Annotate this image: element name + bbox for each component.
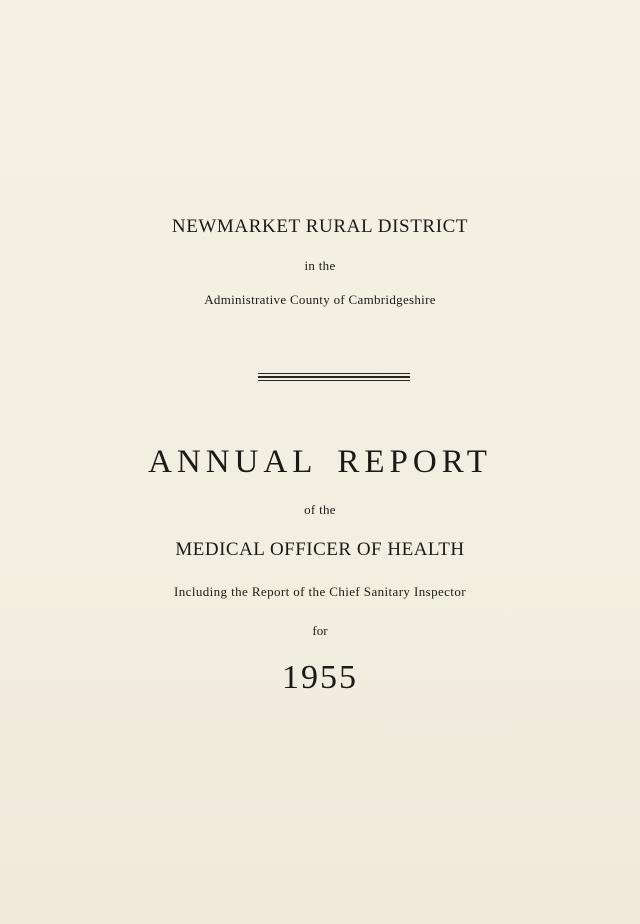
- officer-title: MEDICAL OFFICER OF HEALTH: [175, 539, 465, 560]
- rule-line-bottom: [258, 380, 410, 381]
- district-name: NEWMARKET RURAL DISTRICT: [171, 216, 469, 237]
- in-the-text: in the: [304, 258, 336, 273]
- including-note: Including the Report of the Chief Sanitary Inspector: [174, 584, 466, 599]
- for-text: for: [312, 623, 328, 638]
- report-title-word-annual: ANNUAL: [148, 444, 318, 480]
- report-year: 1955: [282, 659, 358, 696]
- rule-line-middle: [258, 376, 410, 378]
- report-title: [0, 444, 640, 481]
- of-the-text: of the: [304, 502, 336, 517]
- report-title-word-report: REPORT: [337, 444, 492, 480]
- decorative-double-rule: [258, 373, 410, 383]
- rule-line-top: [258, 373, 410, 374]
- county-name: Administrative County of Cambridgeshire: [204, 292, 436, 307]
